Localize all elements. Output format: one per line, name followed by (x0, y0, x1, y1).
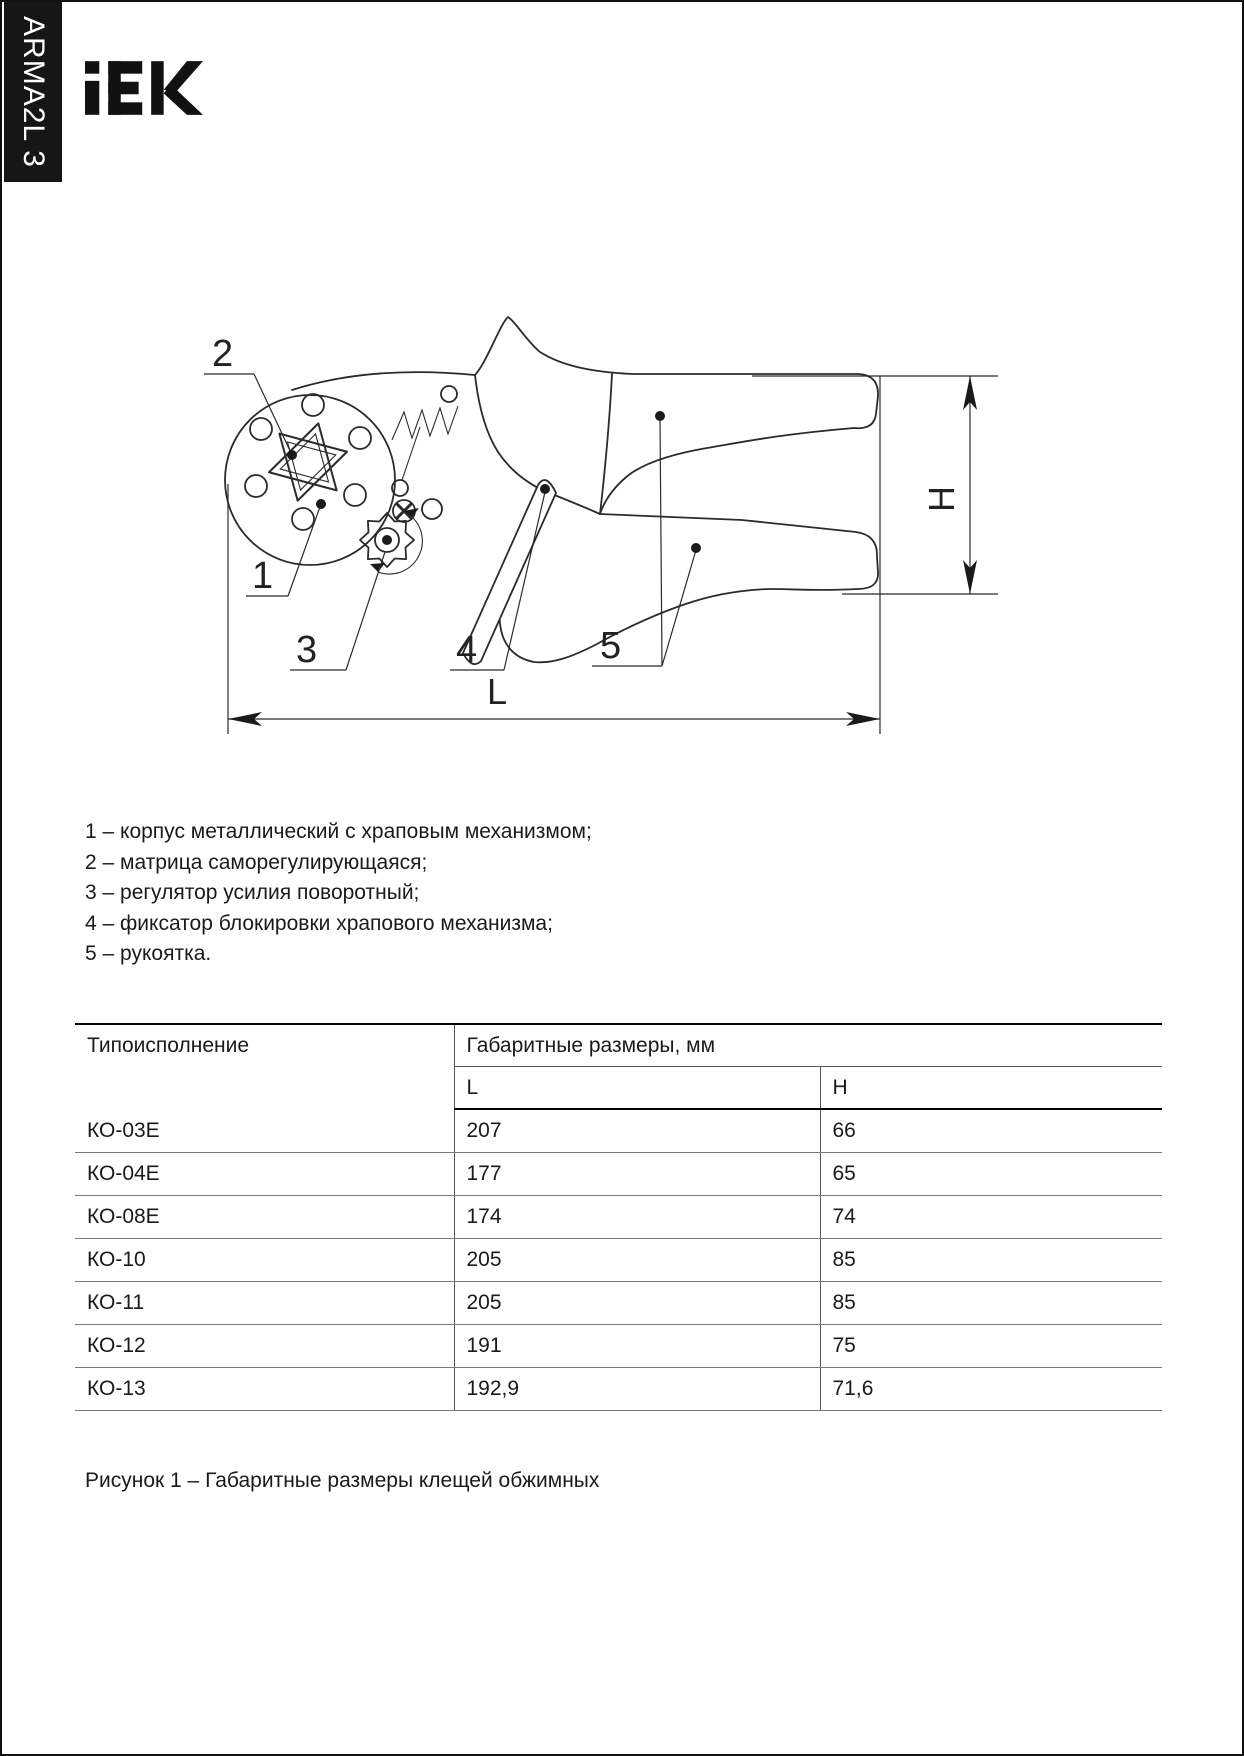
cell-h: 71,6 (820, 1368, 1162, 1411)
callout-3 (290, 552, 385, 671)
legend-line-4: 4 – фиксатор блокировки храпового механизма; (85, 911, 553, 935)
callout-4-label: 4 (456, 629, 478, 671)
header-dims: Габаритные размеры, мм (454, 1024, 1162, 1067)
cell-type: КО-08Е (75, 1196, 454, 1239)
cell-h: 66 (820, 1109, 1162, 1153)
dimension-l (228, 376, 880, 734)
cell-h: 65 (820, 1153, 1162, 1196)
legend-line-3: 3 – регулятор усилия поворотный; (85, 881, 420, 904)
table-body (75, 1109, 1162, 1411)
header-h: H (820, 1067, 1162, 1110)
header-l: L (454, 1067, 820, 1110)
table-row (75, 1325, 1162, 1368)
legend-line-5: 5 – рукоятка. (85, 942, 212, 965)
dim-h-label: H (921, 486, 962, 512)
table-row (75, 1368, 1162, 1411)
callout-2-label: 2 (212, 333, 234, 375)
cell-l: 205 (454, 1282, 820, 1325)
legend-line-2: 2 – матрица саморегулирующаяся; (85, 850, 428, 874)
cell-type: КО-13 (75, 1368, 454, 1411)
legend-line-1: 1 – корпус металлический с храповым механизмом; (85, 820, 592, 843)
callout-2 (204, 333, 297, 460)
body-hole-right (422, 499, 442, 519)
cell-h: 85 (820, 1282, 1162, 1325)
header-type: Типоисполнение (87, 1034, 250, 1057)
crimping-pliers-figure (142, 262, 1042, 742)
callout-1-label: 1 (252, 555, 274, 597)
figure-caption: Рисунок 1 – Габаритные размеры клещей обжимных (85, 1469, 600, 1492)
die-holes (245, 394, 371, 530)
callout-5-label: 5 (600, 625, 622, 667)
cell-h: 74 (820, 1196, 1162, 1239)
cell-type: КО-11 (75, 1282, 454, 1325)
table-row (75, 1153, 1162, 1196)
table-row (75, 1239, 1162, 1282)
table-header-row-1 (75, 1024, 1162, 1067)
cell-h: 85 (820, 1239, 1162, 1282)
cell-l: 177 (454, 1153, 820, 1196)
cell-l: 174 (454, 1196, 820, 1239)
pliers-drawing (142, 262, 1042, 742)
die-star (264, 414, 352, 509)
figure-legend (85, 817, 592, 970)
cell-type: КО-12 (75, 1325, 454, 1368)
cell-type: КО-04Е (75, 1153, 454, 1196)
dimensions-table (75, 1023, 1162, 1411)
cell-type: КО-03Е (75, 1109, 454, 1153)
upper-handle-outline (292, 317, 878, 514)
callout-3-label: 3 (296, 629, 318, 671)
cell-l: 192,9 (454, 1368, 820, 1411)
dimension-h (752, 376, 998, 594)
cell-l: 191 (454, 1325, 820, 1368)
callout-5 (592, 411, 701, 667)
dim-l-label: L (487, 671, 508, 712)
jaw-inner-curve (475, 375, 542, 490)
iek-logo (85, 60, 203, 116)
table-row (75, 1196, 1162, 1239)
cell-type: КО-10 (75, 1239, 454, 1282)
body-hole-upper (441, 386, 457, 402)
lower-handle-outline (499, 514, 878, 662)
cell-l: 205 (454, 1239, 820, 1282)
iek-logo-glyphs (85, 60, 203, 116)
side-banner (4, 2, 62, 182)
side-banner-label: ARMA2L 3 (17, 16, 50, 168)
table-row (75, 1109, 1162, 1153)
cell-l: 207 (454, 1109, 820, 1153)
cell-h: 75 (820, 1325, 1162, 1368)
spring-zigzag (392, 406, 458, 440)
table-row (75, 1282, 1162, 1325)
